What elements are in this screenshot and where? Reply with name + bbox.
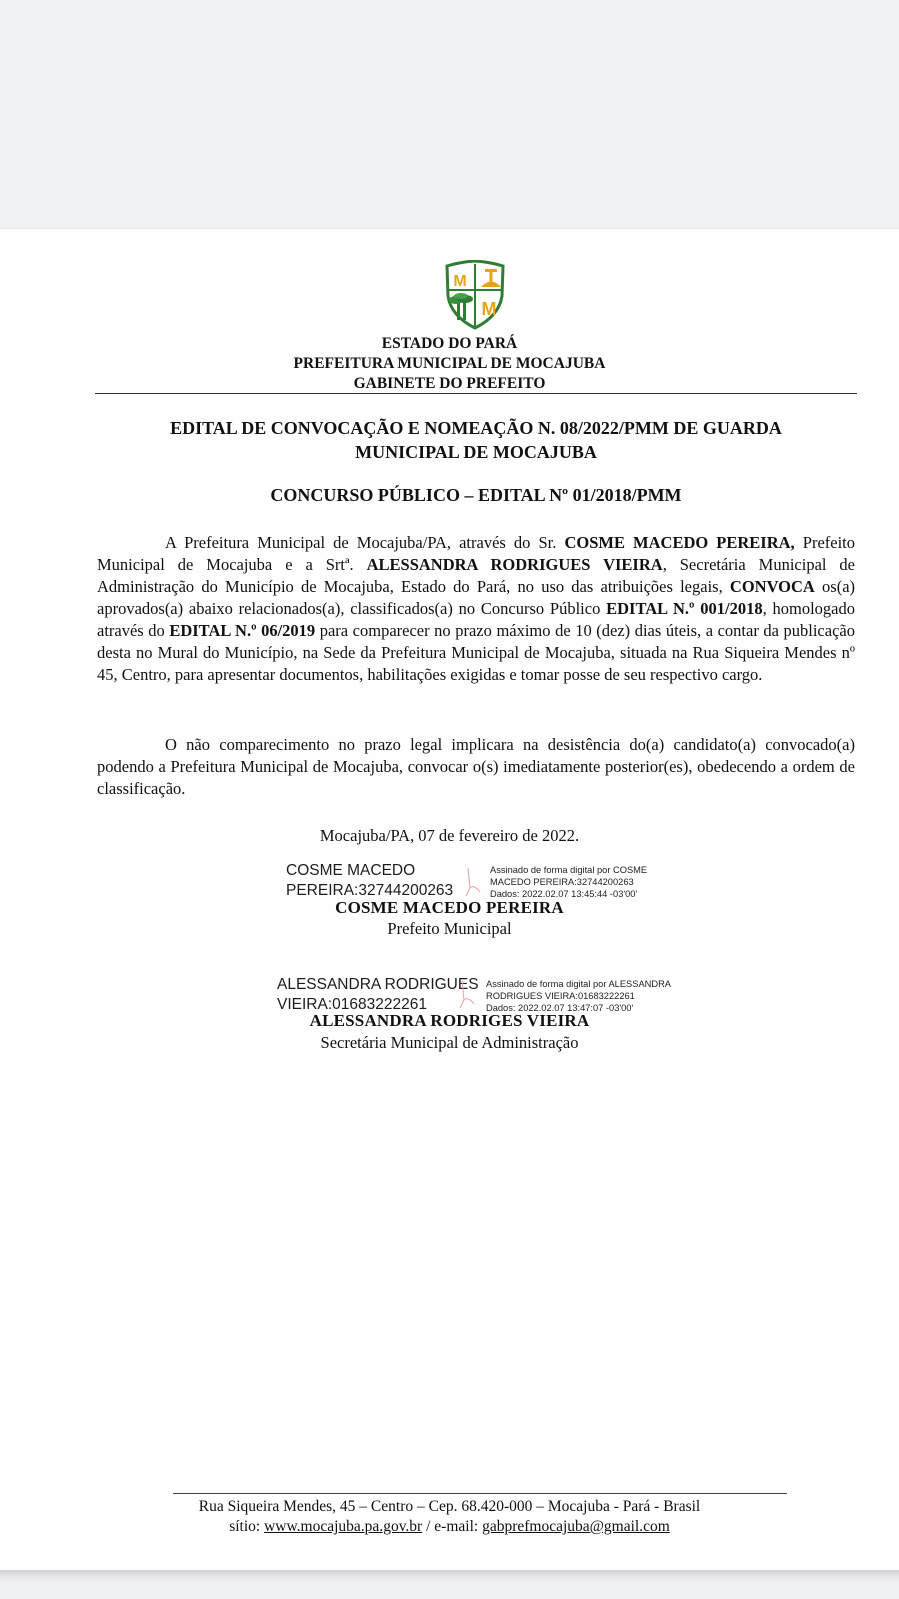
p1-edital-ref-2: EDITAL N.º 06/2019 <box>169 621 316 640</box>
digital-signature-1-info-line1: Assinado de forma digital por COSME <box>490 865 648 875</box>
footer-email-link[interactable]: gabprefmocajuba@gmail.com <box>482 1518 670 1535</box>
body-paragraph-2 <box>97 734 855 800</box>
edital-title-line1: EDITAL DE CONVOCAÇÃO E NOMEAÇÃO N. 08/2022/PMM DE GUARDA <box>170 418 782 438</box>
p1-mayor-name: COSME MACEDO PEREIRA, <box>564 533 795 552</box>
logo-letter-m1: M <box>453 273 467 290</box>
signatory-2-name: ALESSANDRA RODRIGES VIEIRA <box>309 1011 590 1030</box>
p1-edital-ref-1: EDITAL N.º 001/2018 <box>606 599 763 618</box>
digital-signature-1-info-line3: Dados: 2022.02.07 13:45:44 -03'00' <box>490 889 638 899</box>
footer-contact <box>0 1517 899 1537</box>
footer-divider <box>173 1493 787 1494</box>
viewer-background-bottom <box>0 1570 899 1599</box>
header-prefecture: PREFEITURA MUNICIPAL DE MOCAJUBA <box>293 355 606 372</box>
p1-text-1: A Prefeitura Municipal de Mocajuba/PA, através do Sr. <box>165 533 565 552</box>
digital-signature-1-name-line2: PEREIRA:32744200263 <box>286 882 454 899</box>
signatory-1-name: COSME MACEDO PEREIRA <box>335 898 564 917</box>
digital-signature-2-name-line1: ALESSANDRA RODRIGUES <box>277 976 479 993</box>
p1-text-5: , homologado através do <box>97 599 855 640</box>
municipal-coat-of-arms-icon <box>444 260 506 330</box>
p1-text-3: , Secretária Municipal de Administração do Município de Mocajuba, Estado do Pará, no uso das atribuições legais, <box>97 555 855 596</box>
digital-signature-2-info-line3: Dados: 2022.02.07 13:47:07 -03'00' <box>486 1003 634 1013</box>
digital-signature-2-info-line1: Assinado de forma digital por ALESSANDRA <box>486 979 671 989</box>
header-cabinet: GABINETE DO PREFEITO <box>353 375 546 392</box>
logo-letter-m2: M <box>481 299 497 319</box>
digital-signature-1-info-line2: MACEDO PEREIRA:32744200263 <box>490 877 634 887</box>
header-divider <box>95 393 857 394</box>
edital-subtitle: CONCURSO PÚBLICO – EDITAL Nº 01/2018/PMM <box>270 485 682 505</box>
document-date: Mocajuba/PA, 07 de fevereiro de 2022. <box>319 826 580 845</box>
digital-signature-2-name-line2: VIEIRA:01683222261 <box>277 996 427 1013</box>
digital-signature-1-name-line1: COSME MACEDO <box>286 862 416 879</box>
p2-text: O não comparecimento no prazo legal implicara na desistência do(a) candidato(a) convocado(a) podendo a Prefeitura Municipal de Mocajuba, convocar o(s) imediatamente posterior(es), obedecendo a ordem de classificação. <box>97 735 855 798</box>
p1-text-4: os(a) aprovados(a) abaixo relacionados(a), classificados(a) no Concurso Público <box>97 577 856 618</box>
edital-title-line2: MUNICIPAL DE MOCAJUBA <box>355 442 597 462</box>
signatory-2-role: Secretária Municipal de Administração <box>320 1033 579 1052</box>
body-paragraph-1 <box>97 532 855 686</box>
p1-text-6: para comparecer no prazo máximo de 10 (dez) dias úteis, a contar da publicação desta no Mural do Município, na Sede da Prefeitura Municipal de Mocajuba, situada na Rua Siqueira Mendes nº 45, Centro, para apresentar documentos, habilitações exigidas e tomar posse de seu respectivo cargo. <box>97 621 855 684</box>
footer-website-link[interactable]: www.mocajuba.pa.gov.br <box>264 1518 423 1535</box>
digital-signature-2-info-line2: RODRIGUES VIEIRA:01683222261 <box>486 991 635 1001</box>
header-state: ESTADO DO PARÁ <box>381 335 518 352</box>
p1-convoca: CONVOCA <box>729 577 815 596</box>
p1-secretary-name: ALESSANDRA RODRIGUES VIEIRA <box>366 555 663 574</box>
viewer-background-top <box>0 0 899 228</box>
footer-address: Rua Siqueira Mendes, 45 – Centro – Cep. 68.420-000 – Mocajuba - Pará - Brasil <box>198 1498 701 1515</box>
p1-text-2: Prefeito Municipal de Mocajuba e a Srtª. <box>97 533 855 574</box>
signatory-1-role: Prefeito Municipal <box>387 919 512 938</box>
footer-site-label: sítio: <box>229 1518 265 1535</box>
footer-email-label: / e-mail: <box>422 1518 483 1535</box>
